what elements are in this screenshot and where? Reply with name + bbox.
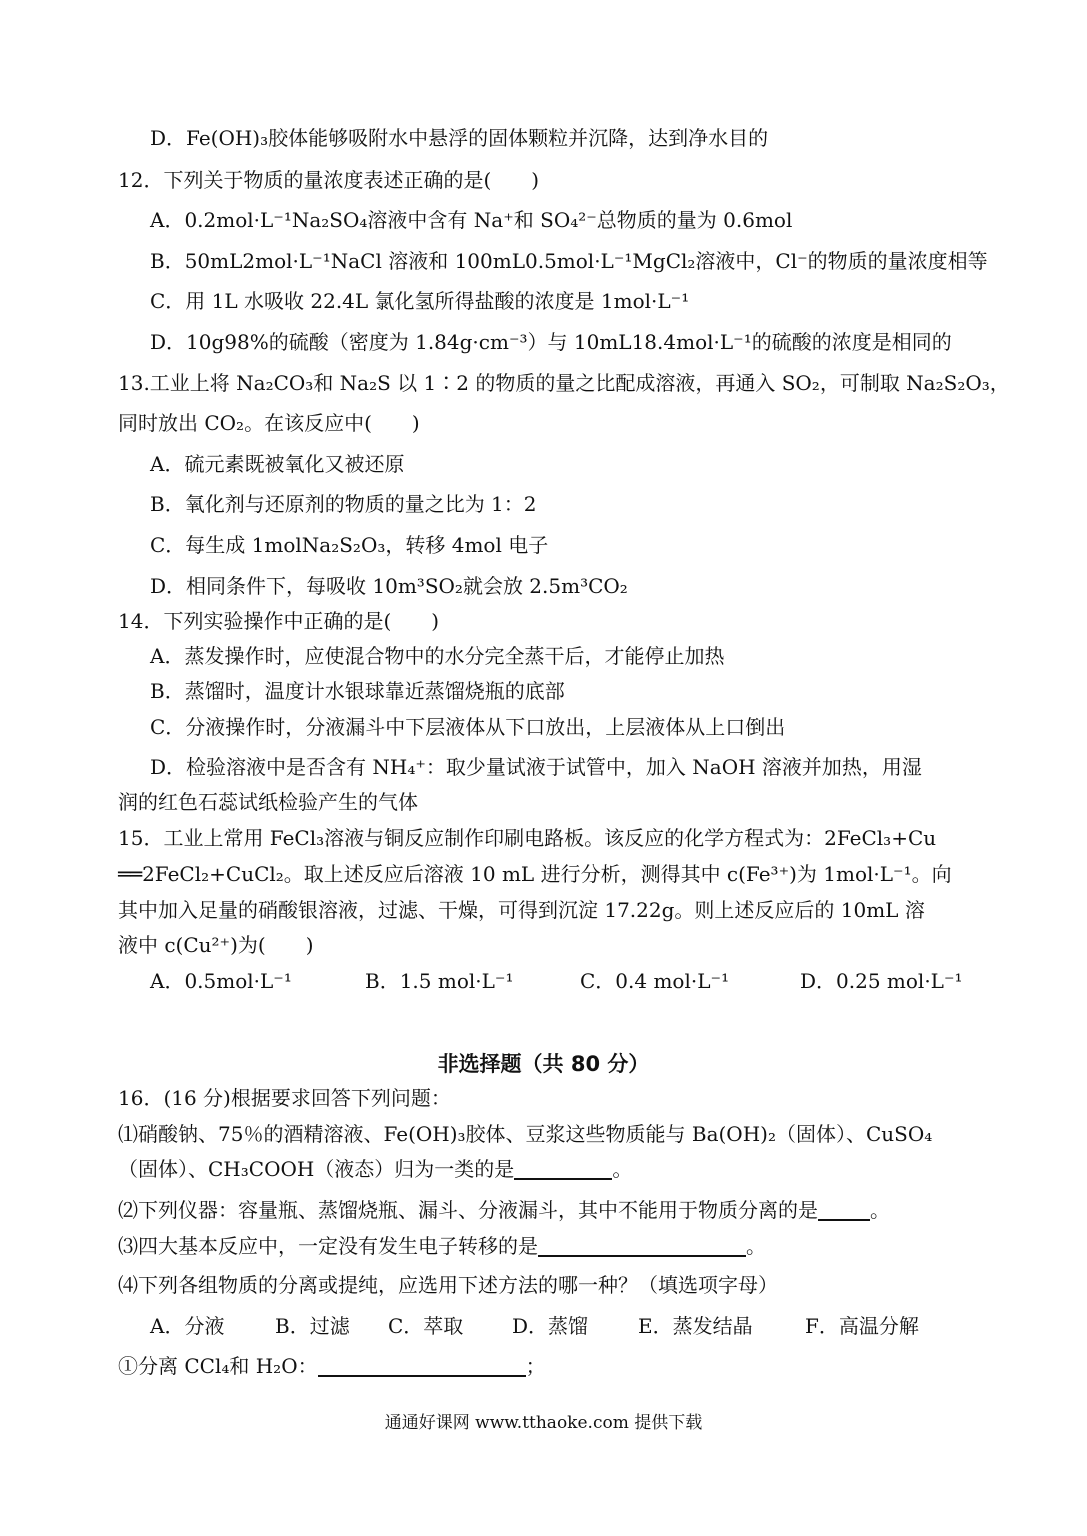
q16-sub1-line [118, 1352, 546, 1380]
method-b: B．过滤 [275, 1314, 350, 1338]
q14-option-a: A．蒸发操作时，应使混合物中的水分完全蒸干后，才能停止加热 [150, 644, 725, 668]
q16-part2-end: 。 [870, 1198, 890, 1222]
q13-option-c: C．每生成 1molNa₂S₂O₃，转移 4mol 电子 [150, 533, 549, 557]
q16-part3-end: 。 [746, 1234, 766, 1258]
q12-stem: 12．下列关于物质的量浓度表述正确的是( ) [118, 168, 540, 192]
q16-methods [150, 1312, 940, 1340]
q16-part1-answer-blank[interactable] [514, 1158, 612, 1180]
q15-stem-line3: 其中加入足量的硝酸银溶液，过滤、干燥，可得到沉淀 17.22g。则上述反应后的 10mL 溶 [118, 898, 925, 922]
q16-sub1-text: ①分离 CCl₄和 H₂O： [118, 1354, 318, 1378]
q16-part1-line2 [118, 1155, 632, 1183]
method-f: F．高温分解 [805, 1314, 919, 1338]
footer-credit: 通通好课网 www.tthaoke.com 提供下载 [384, 1413, 703, 1433]
section-title: 非选择题（共 80 分） [437, 1052, 650, 1076]
q16-part2-answer-blank[interactable] [818, 1199, 870, 1221]
q12-option-c: C．用 1L 水吸收 22.4L 氯化氢所得盐酸的浓度是 1mol·L⁻¹ [150, 289, 690, 313]
q16-part3-line [118, 1232, 766, 1260]
q13-option-d: D．相同条件下，每吸收 10m³SO₂就会放 2.5m³CO₂ [150, 574, 628, 598]
q16-part1-text: （固体）、CH₃COOH（液态）归为一类的是 [118, 1157, 515, 1181]
q16-part1-end: 。 [612, 1157, 633, 1181]
q16-sub1-end: ； [525, 1354, 546, 1378]
q16-part3-answer-blank[interactable] [538, 1235, 746, 1257]
q15-option-d: D．0.25 mol·L⁻¹ [800, 969, 963, 993]
q16-stem: 16．(16 分)根据要求回答下列问题： [118, 1086, 451, 1110]
q15-stem-line2: ══2FeCl₂+CuCl₂。取上述反应后溶液 10 mL 进行分析，测得其中 c(Fe³⁺)为 1mol·L⁻¹。向 [118, 862, 952, 886]
q14-option-c: C．分液操作时，分液漏斗中下层液体从下口放出，上层液体从上口倒出 [150, 715, 786, 739]
q16-part2-text: ⑵下列仪器：容量瓶、蒸馏烧瓶、漏斗、分液漏斗，其中不能用于物质分离的是 [118, 1198, 818, 1222]
q12-option-b: B．50mL2mol·L⁻¹NaCl 溶液和 100mL0.5mol·L⁻¹MgCl₂溶液中，Cl⁻的物质的量浓度相等 [150, 249, 988, 273]
q16-sub1-answer-blank[interactable] [318, 1355, 526, 1377]
q15-stem-line1: 15．工业上常用 FeCl₃溶液与铜反应制作印刷电路板。该反应的化学方程式为：2FeCl₃+Cu [118, 826, 937, 850]
q14-option-d-line2: 润的红色石蕊试纸检验产生的气体 [118, 790, 418, 814]
q16-part4-line: ⑷下列各组物质的分离或提纯，应选用下述方法的哪一种？（填选项字母） [118, 1273, 778, 1297]
q14-option-d-line1: D．检验溶液中是否含有 NH₄⁺：取少量试液于试管中，加入 NaOH 溶液并加热，用湿 [150, 755, 922, 779]
q12-option-a: A．0.2mol·L⁻¹Na₂SO₄溶液中含有 Na⁺和 SO₄²⁻总物质的量为 0.6mol [150, 208, 793, 232]
method-e: E．蒸发结晶 [638, 1314, 753, 1338]
q15-stem-line4: 液中 c(Cu²⁺)为( ) [118, 933, 314, 957]
q15-option-a: A．0.5mol·L⁻¹ [150, 969, 292, 993]
method-a: A．分液 [150, 1314, 225, 1338]
q13-option-b: B．氧化剂与还原剂的物质的量之比为 1：2 [150, 492, 537, 516]
q12-option-d: D．10g98%的硫酸（密度为 1.84g·cm⁻³）与 10mL18.4mol·L⁻¹的硫酸的浓度是相同的 [150, 330, 952, 354]
q14-stem: 14．下列实验操作中正确的是( ) [118, 609, 440, 633]
q16-part1-line1: ⑴硝酸钠、75％的酒精溶液、Fe(OH)₃胶体、豆浆这些物质能与 Ba(OH)₂（固体）、CuSO₄ [118, 1122, 933, 1146]
q13-stem-line1: 13.工业上将 Na₂CO₃和 Na₂S 以 1∶2 的物质的量之比配成溶液，再通入 SO₂，可制取 Na₂S₂O₃， [118, 371, 1010, 395]
q13-stem-line2: 同时放出 CO₂。在该反应中( ) [118, 411, 420, 435]
q15-option-c: C．0.4 mol·L⁻¹ [580, 969, 730, 993]
method-c: C．萃取 [388, 1314, 464, 1338]
q16-part3-text: ⑶四大基本反应中，一定没有发生电子转移的是 [118, 1234, 538, 1258]
q15-option-b: B．1.5 mol·L⁻¹ [365, 969, 514, 993]
q14-option-b: B．蒸馏时，温度计水银球靠近蒸馏烧瓶的底部 [150, 679, 565, 703]
method-d: D．蒸馏 [512, 1314, 589, 1338]
q15-options [150, 967, 980, 995]
q13-option-a: A．硫元素既被氧化又被还原 [150, 452, 405, 476]
q16-part2-line [118, 1196, 890, 1224]
q11-option-d: D．Fe(OH)₃胶体能够吸附水中悬浮的固体颗粒并沉降，达到净水目的 [150, 126, 769, 150]
